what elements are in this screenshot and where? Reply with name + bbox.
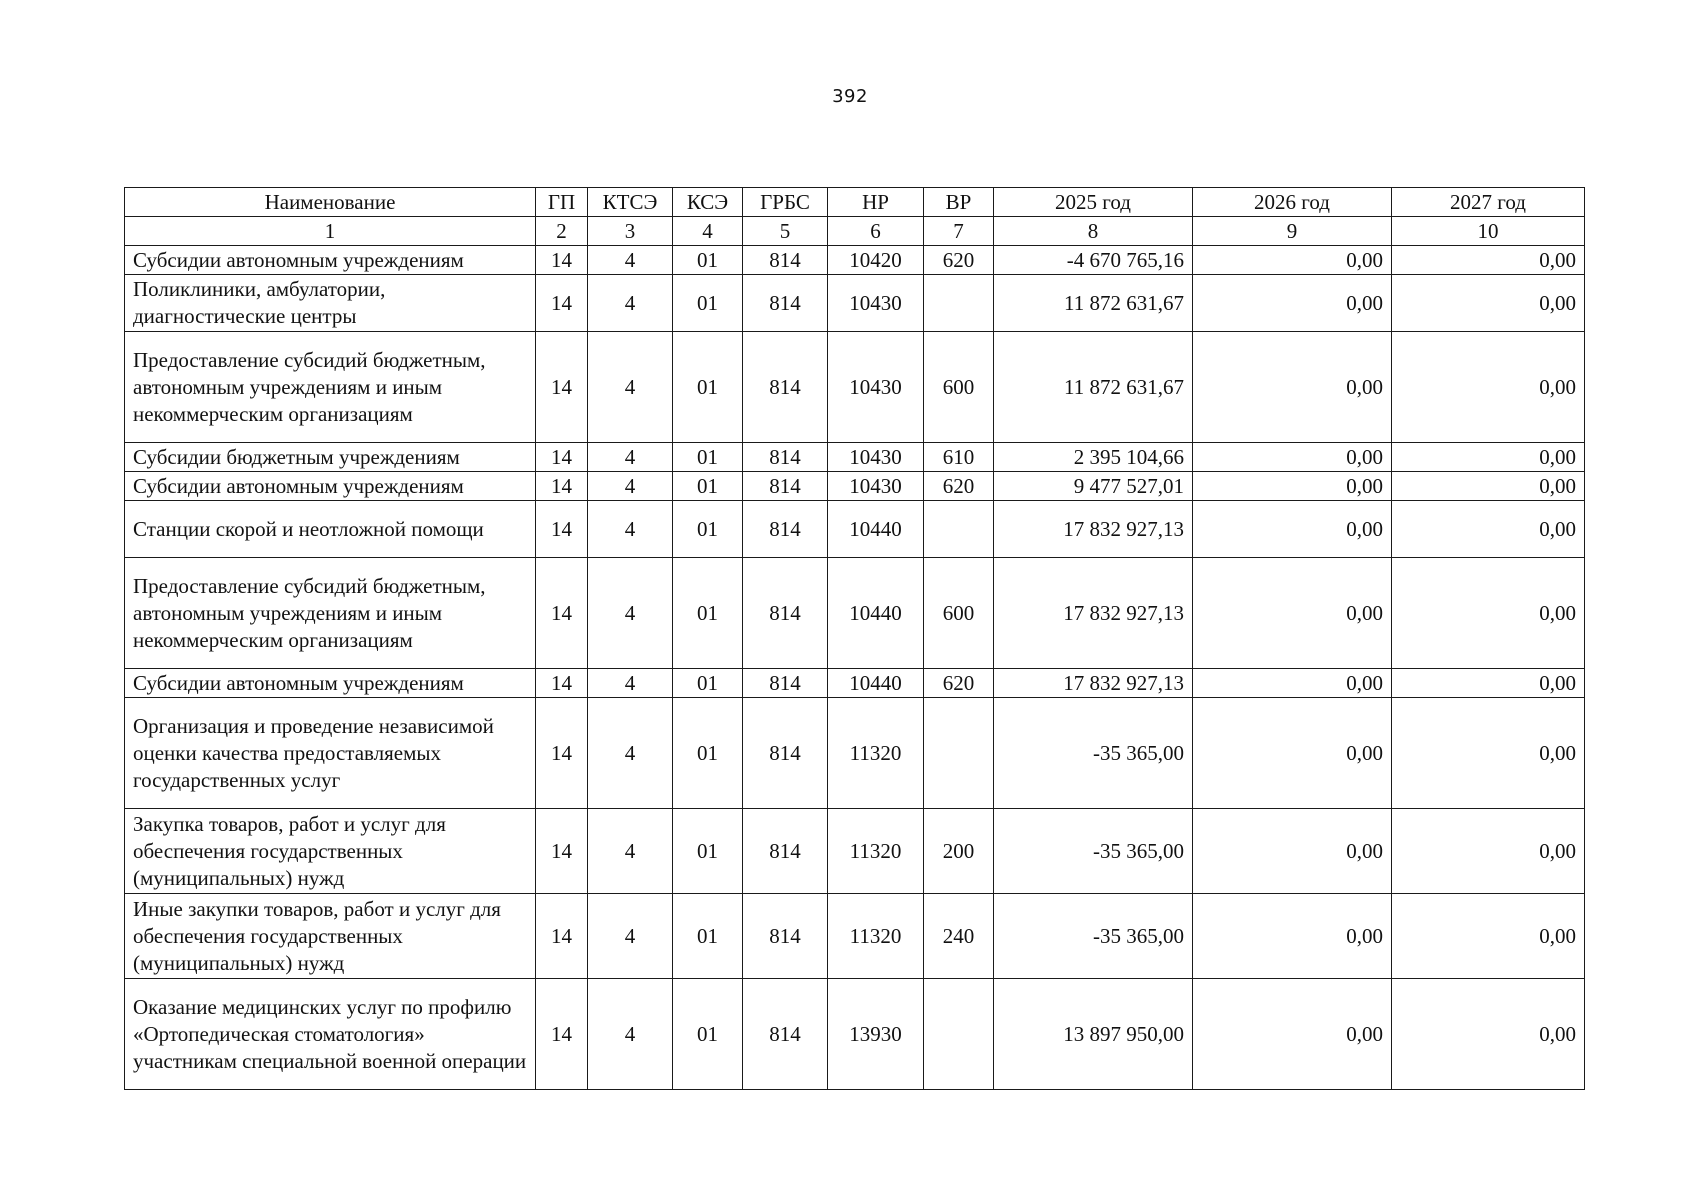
row-amount-2026: 0,00 bbox=[1193, 443, 1392, 472]
row-amount-2026: 0,00 bbox=[1193, 501, 1392, 558]
row-grbs: 814 bbox=[743, 698, 828, 809]
row-nr: 11320 bbox=[828, 809, 924, 894]
row-gp: 14 bbox=[536, 443, 588, 472]
table-row bbox=[125, 472, 1585, 501]
row-ktse: 4 bbox=[588, 501, 673, 558]
table-row bbox=[125, 669, 1585, 698]
row-amount-2025: -35 365,00 bbox=[994, 894, 1193, 979]
row-amount-2027: 0,00 bbox=[1392, 443, 1585, 472]
row-amount-2026: 0,00 bbox=[1193, 894, 1392, 979]
row-amount-2027: 0,00 bbox=[1392, 809, 1585, 894]
row-amount-2026: 0,00 bbox=[1193, 275, 1392, 332]
row-grbs: 814 bbox=[743, 809, 828, 894]
header-cell-2026: 2026 год bbox=[1193, 188, 1392, 217]
column-number: 6 bbox=[828, 217, 924, 246]
table-row bbox=[125, 558, 1585, 669]
row-vr bbox=[924, 698, 994, 809]
row-kse: 01 bbox=[673, 472, 743, 501]
row-ktse: 4 bbox=[588, 443, 673, 472]
row-amount-2027: 0,00 bbox=[1392, 558, 1585, 669]
row-gp: 14 bbox=[536, 472, 588, 501]
row-vr: 600 bbox=[924, 332, 994, 443]
row-amount-2026: 0,00 bbox=[1193, 698, 1392, 809]
header-cell-ktse: КТСЭ bbox=[588, 188, 673, 217]
row-amount-2026: 0,00 bbox=[1193, 558, 1392, 669]
table-row bbox=[125, 443, 1585, 472]
row-grbs: 814 bbox=[743, 501, 828, 558]
row-ktse: 4 bbox=[588, 809, 673, 894]
header-cell-2027: 2027 год bbox=[1392, 188, 1585, 217]
table-row bbox=[125, 332, 1585, 443]
row-gp: 14 bbox=[536, 501, 588, 558]
row-ktse: 4 bbox=[588, 894, 673, 979]
row-grbs: 814 bbox=[743, 443, 828, 472]
column-number: 5 bbox=[743, 217, 828, 246]
row-kse: 01 bbox=[673, 443, 743, 472]
row-gp: 14 bbox=[536, 332, 588, 443]
header-cell-name: Наименование bbox=[125, 188, 536, 217]
row-nr: 10420 bbox=[828, 246, 924, 275]
column-number: 2 bbox=[536, 217, 588, 246]
row-name: Субсидии бюджетным учреждениям bbox=[125, 443, 536, 472]
row-vr: 620 bbox=[924, 246, 994, 275]
row-grbs: 814 bbox=[743, 894, 828, 979]
row-vr: 600 bbox=[924, 558, 994, 669]
row-amount-2025: 11 872 631,67 bbox=[994, 275, 1193, 332]
row-amount-2027: 0,00 bbox=[1392, 472, 1585, 501]
table-row bbox=[125, 698, 1585, 809]
header-cell-nr: НР bbox=[828, 188, 924, 217]
row-gp: 14 bbox=[536, 275, 588, 332]
row-vr bbox=[924, 501, 994, 558]
row-name: Станции скорой и неотложной помощи bbox=[125, 501, 536, 558]
row-amount-2025: -35 365,00 bbox=[994, 698, 1193, 809]
column-number: 3 bbox=[588, 217, 673, 246]
row-amount-2026: 0,00 bbox=[1193, 246, 1392, 275]
row-amount-2026: 0,00 bbox=[1193, 472, 1392, 501]
row-grbs: 814 bbox=[743, 246, 828, 275]
row-amount-2025: -35 365,00 bbox=[994, 809, 1193, 894]
row-amount-2026: 0,00 bbox=[1193, 332, 1392, 443]
row-kse: 01 bbox=[673, 558, 743, 669]
row-ktse: 4 bbox=[588, 472, 673, 501]
row-amount-2025: 13 897 950,00 bbox=[994, 979, 1193, 1090]
row-name: Предоставление субсидий бюджетным, автономным учреждениям и иным некоммерческим организациям bbox=[125, 332, 536, 443]
table-row bbox=[125, 979, 1585, 1090]
budget-table bbox=[124, 187, 1585, 1090]
row-amount-2027: 0,00 bbox=[1392, 501, 1585, 558]
row-gp: 14 bbox=[536, 894, 588, 979]
row-name: Субсидии автономным учреждениям bbox=[125, 472, 536, 501]
row-vr: 610 bbox=[924, 443, 994, 472]
row-amount-2025: 17 832 927,13 bbox=[994, 669, 1193, 698]
row-name: Оказание медицинских услуг по профилю «Ортопедическая стоматология» участникам специальной военной операции bbox=[125, 979, 536, 1090]
row-amount-2027: 0,00 bbox=[1392, 698, 1585, 809]
row-grbs: 814 bbox=[743, 472, 828, 501]
row-vr: 620 bbox=[924, 472, 994, 501]
row-vr: 240 bbox=[924, 894, 994, 979]
row-nr: 10430 bbox=[828, 443, 924, 472]
row-amount-2026: 0,00 bbox=[1193, 809, 1392, 894]
row-amount-2025: 9 477 527,01 bbox=[994, 472, 1193, 501]
row-kse: 01 bbox=[673, 698, 743, 809]
row-vr bbox=[924, 275, 994, 332]
row-name: Субсидии автономным учреждениям bbox=[125, 669, 536, 698]
row-nr: 10430 bbox=[828, 332, 924, 443]
row-amount-2025: 17 832 927,13 bbox=[994, 558, 1193, 669]
row-amount-2026: 0,00 bbox=[1193, 979, 1392, 1090]
row-gp: 14 bbox=[536, 979, 588, 1090]
row-name: Поликлиники, амбулатории, диагностические центры bbox=[125, 275, 536, 332]
header-cell-grbs: ГРБС bbox=[743, 188, 828, 217]
row-gp: 14 bbox=[536, 669, 588, 698]
row-ktse: 4 bbox=[588, 669, 673, 698]
row-amount-2025: 11 872 631,67 bbox=[994, 332, 1193, 443]
row-gp: 14 bbox=[536, 246, 588, 275]
row-amount-2026: 0,00 bbox=[1193, 669, 1392, 698]
row-nr: 10440 bbox=[828, 558, 924, 669]
row-name: Закупка товаров, работ и услуг для обеспечения государственных (муниципальных) нужд bbox=[125, 809, 536, 894]
row-ktse: 4 bbox=[588, 332, 673, 443]
row-nr: 10430 bbox=[828, 275, 924, 332]
row-name: Иные закупки товаров, работ и услуг для обеспечения государственных (муниципальных) нужд bbox=[125, 894, 536, 979]
row-name: Субсидии автономным учреждениям bbox=[125, 246, 536, 275]
row-amount-2027: 0,00 bbox=[1392, 979, 1585, 1090]
row-name: Предоставление субсидий бюджетным, автономным учреждениям и иным некоммерческим организациям bbox=[125, 558, 536, 669]
page-number: 392 bbox=[832, 86, 868, 107]
row-amount-2027: 0,00 bbox=[1392, 275, 1585, 332]
row-grbs: 814 bbox=[743, 332, 828, 443]
table-header bbox=[125, 188, 1585, 246]
row-kse: 01 bbox=[673, 669, 743, 698]
row-ktse: 4 bbox=[588, 979, 673, 1090]
row-vr: 200 bbox=[924, 809, 994, 894]
row-gp: 14 bbox=[536, 698, 588, 809]
header-cell-gp: ГП bbox=[536, 188, 588, 217]
header-row bbox=[125, 188, 1585, 217]
row-ktse: 4 bbox=[588, 558, 673, 669]
table-row bbox=[125, 809, 1585, 894]
row-nr: 10430 bbox=[828, 472, 924, 501]
row-ktse: 4 bbox=[588, 275, 673, 332]
header-cell-2025: 2025 год bbox=[994, 188, 1193, 217]
row-kse: 01 bbox=[673, 501, 743, 558]
column-number: 8 bbox=[994, 217, 1193, 246]
column-number: 9 bbox=[1193, 217, 1392, 246]
row-nr: 13930 bbox=[828, 979, 924, 1090]
row-kse: 01 bbox=[673, 246, 743, 275]
row-kse: 01 bbox=[673, 809, 743, 894]
row-amount-2027: 0,00 bbox=[1392, 246, 1585, 275]
row-vr: 620 bbox=[924, 669, 994, 698]
row-kse: 01 bbox=[673, 332, 743, 443]
table-row bbox=[125, 275, 1585, 332]
row-amount-2027: 0,00 bbox=[1392, 669, 1585, 698]
row-amount-2025: 17 832 927,13 bbox=[994, 501, 1193, 558]
row-grbs: 814 bbox=[743, 275, 828, 332]
table-body bbox=[125, 246, 1585, 1090]
row-nr: 10440 bbox=[828, 669, 924, 698]
row-nr: 11320 bbox=[828, 894, 924, 979]
row-ktse: 4 bbox=[588, 698, 673, 809]
row-nr: 11320 bbox=[828, 698, 924, 809]
row-amount-2025: 2 395 104,66 bbox=[994, 443, 1193, 472]
row-amount-2027: 0,00 bbox=[1392, 332, 1585, 443]
column-number: 10 bbox=[1392, 217, 1585, 246]
column-number: 1 bbox=[125, 217, 536, 246]
row-grbs: 814 bbox=[743, 669, 828, 698]
row-nr: 10440 bbox=[828, 501, 924, 558]
row-grbs: 814 bbox=[743, 979, 828, 1090]
row-gp: 14 bbox=[536, 558, 588, 669]
header-cell-vr: ВР bbox=[924, 188, 994, 217]
row-kse: 01 bbox=[673, 275, 743, 332]
row-ktse: 4 bbox=[588, 246, 673, 275]
row-name: Организация и проведение независимой оценки качества предоставляемых государственных услуг bbox=[125, 698, 536, 809]
row-kse: 01 bbox=[673, 894, 743, 979]
row-amount-2027: 0,00 bbox=[1392, 894, 1585, 979]
row-amount-2025: -4 670 765,16 bbox=[994, 246, 1193, 275]
row-kse: 01 bbox=[673, 979, 743, 1090]
row-grbs: 814 bbox=[743, 558, 828, 669]
table-row bbox=[125, 246, 1585, 275]
row-gp: 14 bbox=[536, 809, 588, 894]
column-number-row bbox=[125, 217, 1585, 246]
header-cell-kse: КСЭ bbox=[673, 188, 743, 217]
column-number: 4 bbox=[673, 217, 743, 246]
column-number: 7 bbox=[924, 217, 994, 246]
table-row bbox=[125, 501, 1585, 558]
row-vr bbox=[924, 979, 994, 1090]
table-row bbox=[125, 894, 1585, 979]
